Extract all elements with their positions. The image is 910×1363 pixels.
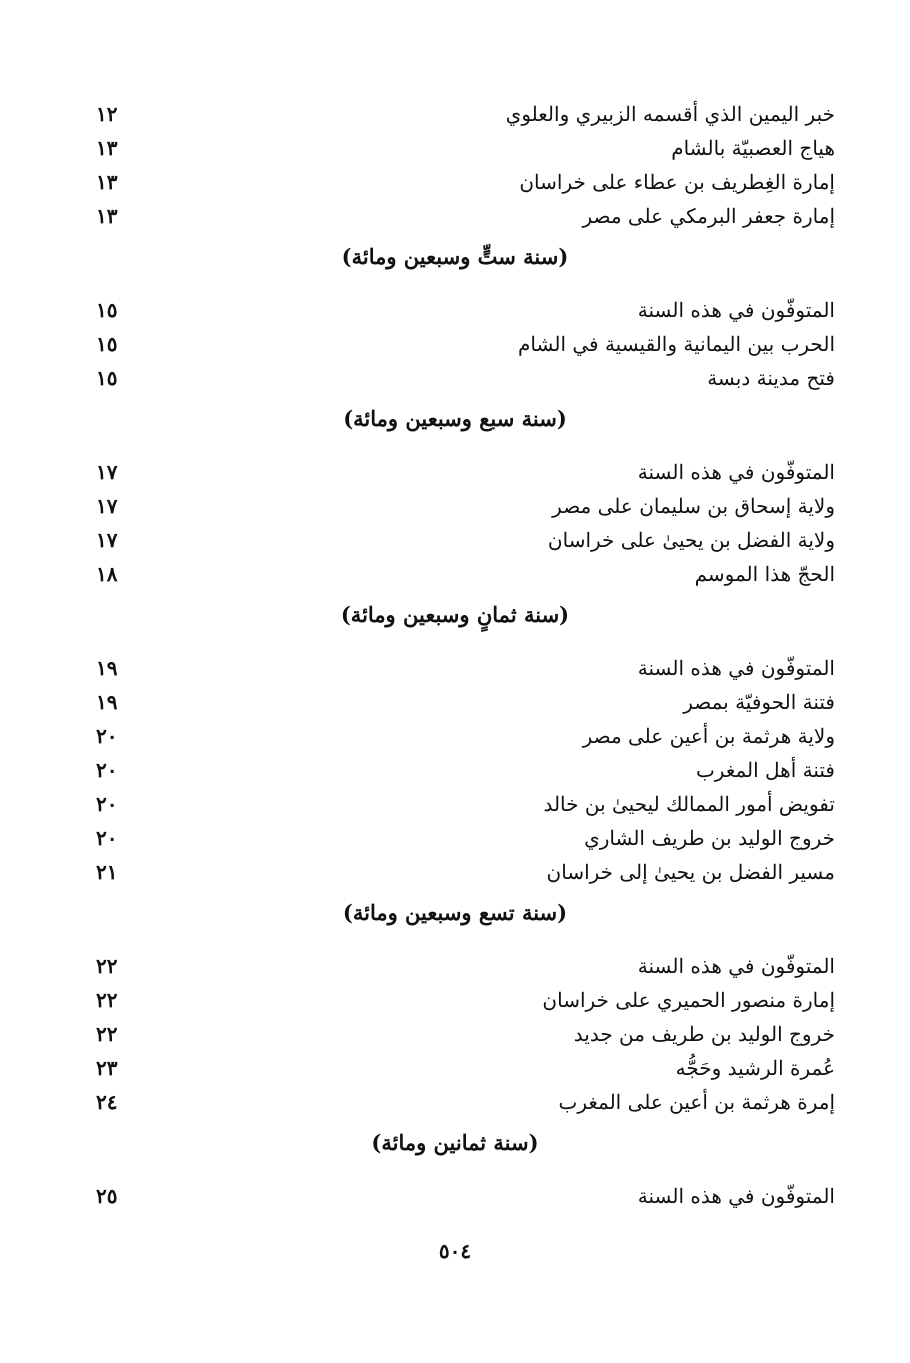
entry-page-number: ٢٥ — [96, 1184, 118, 1208]
entry-page-number: ١٥ — [96, 332, 118, 356]
entry-title: ولاية الفضل بن يحيىٰ على خراسان — [547, 528, 835, 552]
section-heading: (سنة ثمانين ومائة) — [371, 1130, 539, 1155]
entry-title: المتوفّون في هذه السنة — [637, 656, 835, 680]
toc-entry — [0, 293, 910, 327]
entry-page-number: ٢٠ — [96, 758, 118, 782]
toc-entry — [0, 855, 910, 889]
page-number: ٥٠٤ — [438, 1239, 472, 1263]
entry-page-number: ١٩ — [96, 656, 118, 680]
entry-page-number: ١٣ — [96, 170, 118, 194]
toc-entry — [0, 455, 910, 489]
entry-page-number: ١٣ — [96, 204, 118, 228]
toc-entry — [0, 685, 910, 719]
entry-title: خروج الوليد بن طريف الشاري — [584, 826, 835, 850]
entry-title: ولاية إسحاق بن سليمان على مصر — [552, 494, 835, 518]
toc-entry — [0, 787, 910, 821]
section-heading: (سنة ستٍّ وسبعين ومائة) — [341, 244, 569, 269]
toc-entry — [0, 165, 910, 199]
entry-title: إمارة منصور الحميري على خراسان — [542, 988, 835, 1012]
entry-title: فتح مدينة دبسة — [707, 366, 835, 390]
toc-entry — [0, 1051, 910, 1085]
entry-title: إمرة هرثمة بن أعين على المغرب — [558, 1090, 835, 1114]
entry-title: المتوفّون في هذه السنة — [637, 460, 835, 484]
section-heading: (سنة سبع وسبعين ومائة) — [343, 406, 567, 431]
entry-page-number: ١٧ — [96, 528, 118, 552]
entry-page-number: ٢٠ — [96, 724, 118, 748]
toc-entry — [0, 1179, 910, 1213]
entry-page-number: ٢٠ — [96, 826, 118, 850]
entry-title: فتنة أهل المغرب — [695, 758, 835, 782]
entry-title: المتوفّون في هذه السنة — [637, 298, 835, 322]
entry-title: عُمرة الرشيد وحَجُّه — [675, 1056, 835, 1080]
entry-title: إمارة جعفر البرمكي على مصر — [582, 204, 835, 228]
entry-title: الحجّ هذا الموسم — [694, 562, 835, 586]
section-heading: (سنة تسع وسبعين ومائة) — [342, 900, 568, 925]
entry-title: تفويض أمور الممالك ليحيىٰ بن خالد — [543, 792, 835, 816]
toc-entry — [0, 949, 910, 983]
toc-entry — [0, 131, 910, 165]
entry-title: فتنة الحوفيّة بمصر — [683, 690, 835, 714]
entry-title: هياج العصبيّة بالشام — [671, 136, 835, 160]
toc-entry — [0, 489, 910, 523]
entry-page-number: ١٧ — [96, 494, 118, 518]
entry-page-number: ٢٢ — [96, 1022, 118, 1046]
toc-entry — [0, 361, 910, 395]
entry-title: خبر اليمين الذي أقسمه الزبيري والعلوي — [505, 102, 835, 126]
entry-page-number: ٢٢ — [96, 988, 118, 1012]
entry-page-number: ٢٢ — [96, 954, 118, 978]
entry-page-number: ١٥ — [96, 366, 118, 390]
entry-title: ولاية هرثمة بن أعين على مصر — [582, 724, 835, 748]
toc-entry — [0, 753, 910, 787]
toc-entry — [0, 523, 910, 557]
toc-entry — [0, 1017, 910, 1051]
entry-title: الحرب بين اليمانية والقيسية في الشام — [518, 332, 835, 356]
entry-title: مسير الفضل بن يحيىٰ إلى خراسان — [546, 860, 835, 884]
toc-entry — [0, 719, 910, 753]
entry-title: المتوفّون في هذه السنة — [637, 1184, 835, 1208]
entry-page-number: ٢٤ — [96, 1090, 118, 1114]
entry-page-number: ١٨ — [96, 562, 118, 586]
toc-entry — [0, 97, 910, 131]
entry-page-number: ١٣ — [96, 136, 118, 160]
entry-title: خروج الوليد بن طريف من جديد — [573, 1022, 835, 1046]
toc-entry — [0, 327, 910, 361]
toc-entry — [0, 557, 910, 591]
entry-page-number: ٢٣ — [96, 1056, 118, 1080]
entry-title: المتوفّون في هذه السنة — [637, 954, 835, 978]
toc-entry — [0, 821, 910, 855]
entry-title: إمارة الغِطريف بن عطاء على خراسان — [519, 170, 835, 194]
section-heading: (سنة ثمانٍ وسبعين ومائة) — [340, 602, 570, 627]
entry-page-number: ١٥ — [96, 298, 118, 322]
toc-entry — [0, 983, 910, 1017]
entry-page-number: ١٧ — [96, 460, 118, 484]
toc-entry — [0, 651, 910, 685]
toc-entry — [0, 199, 910, 233]
entry-page-number: ١٩ — [96, 690, 118, 714]
entry-page-number: ٢٠ — [96, 792, 118, 816]
toc-entry — [0, 1085, 910, 1119]
entry-page-number: ٢١ — [96, 860, 118, 884]
entry-page-number: ١٢ — [96, 102, 118, 126]
